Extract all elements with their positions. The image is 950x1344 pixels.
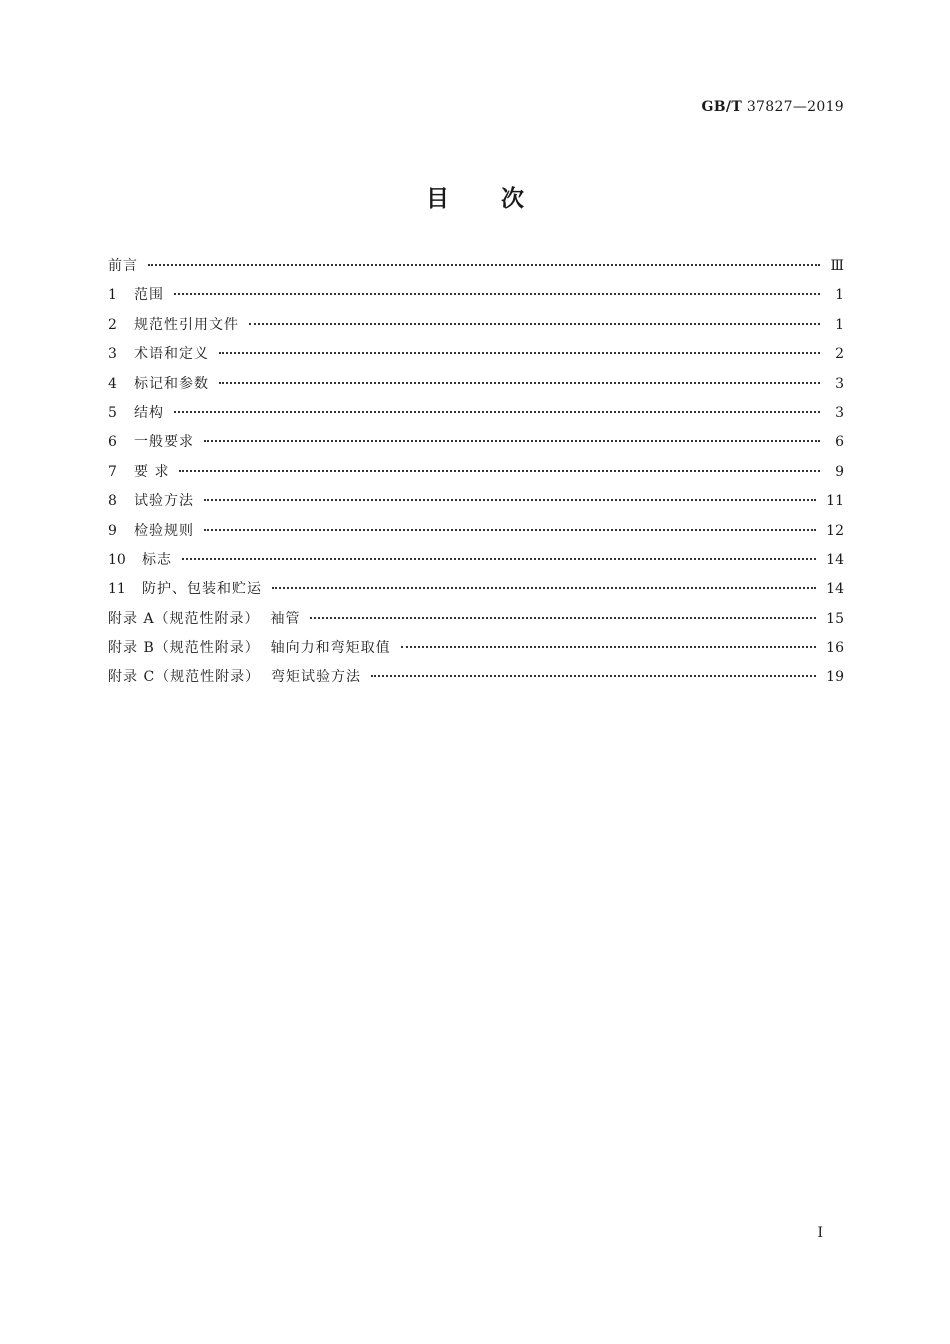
dot-leader bbox=[272, 587, 816, 589]
toc-entry-label: 规范性引用文件 bbox=[134, 316, 239, 333]
toc-entry-number: 11 bbox=[108, 581, 126, 598]
toc-entry-label: 要 求 bbox=[134, 463, 170, 480]
dot-leader bbox=[204, 529, 816, 531]
toc-entry-page: 1 bbox=[835, 287, 844, 304]
toc-entry-number: 10 bbox=[108, 551, 126, 568]
toc-entry-number: 1 bbox=[108, 287, 117, 304]
toc-entry-page: 12 bbox=[826, 522, 844, 539]
toc-entry-scope[interactable] bbox=[108, 284, 844, 313]
toc-entry-label: 标志 bbox=[142, 551, 172, 568]
toc-entry-inspection-rules[interactable] bbox=[108, 520, 844, 549]
dot-leader bbox=[174, 411, 820, 413]
dot-leader bbox=[182, 558, 816, 560]
toc-entry-normative-references[interactable] bbox=[108, 314, 844, 343]
toc-entry-number: 9 bbox=[108, 522, 117, 539]
dot-leader bbox=[249, 323, 820, 325]
toc-entry-general-requirements[interactable] bbox=[108, 431, 844, 460]
toc-entry-label: 防护、包装和贮运 bbox=[142, 581, 262, 598]
toc-entry-label: 附录 C（规范性附录） 弯矩试验方法 bbox=[108, 669, 362, 686]
toc-entry-number: 6 bbox=[108, 434, 117, 451]
standard-code bbox=[702, 99, 844, 115]
standard-number: 37827—2019 bbox=[746, 99, 844, 115]
toc-entry-test-methods[interactable] bbox=[108, 490, 844, 519]
toc-entry-page: 16 bbox=[826, 640, 844, 657]
page-number: I bbox=[817, 1225, 823, 1241]
toc-entry-label: 检验规则 bbox=[134, 522, 194, 539]
toc-entry-annex-c[interactable] bbox=[108, 666, 844, 695]
toc-entry-label: 标记和参数 bbox=[134, 375, 209, 392]
toc-entry-number: 5 bbox=[108, 404, 117, 421]
toc-entry-number: 2 bbox=[108, 316, 117, 333]
toc-entry-requirements[interactable] bbox=[108, 461, 844, 490]
standard-prefix: GB/T bbox=[701, 99, 743, 115]
dot-leader bbox=[371, 675, 816, 677]
toc-entry-number: 3 bbox=[108, 346, 117, 363]
dot-leader bbox=[148, 264, 820, 266]
toc-entry-label: 附录 B（规范性附录） 轴向力和弯矩取值 bbox=[108, 640, 391, 657]
toc-entry-page: Ⅲ bbox=[830, 258, 844, 274]
toc-entry-page: 14 bbox=[826, 551, 844, 568]
toc-entry-label: 试验方法 bbox=[134, 493, 194, 510]
toc-entry-marking-parameters[interactable] bbox=[108, 373, 844, 402]
toc-entry-page: 1 bbox=[835, 316, 844, 333]
toc-entry-annex-b[interactable] bbox=[108, 637, 844, 666]
toc-entry-label: 结构 bbox=[134, 404, 164, 421]
dot-leader bbox=[204, 499, 816, 501]
toc-entry-marking[interactable] bbox=[108, 549, 844, 578]
toc-entry-label: 一般要求 bbox=[134, 434, 194, 451]
toc-entry-page: 9 bbox=[835, 463, 844, 480]
toc-entry-page: 3 bbox=[835, 375, 844, 392]
toc-entry-terms-definitions[interactable] bbox=[108, 343, 844, 372]
toc-entry-number: 7 bbox=[108, 463, 117, 480]
toc-entry-foreword[interactable] bbox=[108, 255, 844, 284]
toc-entry-protection-packaging-storage[interactable] bbox=[108, 578, 844, 607]
toc-entry-page: 2 bbox=[835, 346, 844, 363]
toc-entry-page: 6 bbox=[835, 434, 844, 451]
dot-leader bbox=[219, 382, 820, 384]
toc-entry-page: 14 bbox=[826, 581, 844, 598]
table-of-contents bbox=[108, 255, 844, 696]
toc-entry-page: 11 bbox=[826, 493, 844, 510]
dot-leader bbox=[204, 440, 820, 442]
toc-entry-page: 3 bbox=[835, 404, 844, 421]
toc-entry-label: 附录 A（规范性附录） 袖管 bbox=[108, 610, 301, 627]
toc-entry-label: 前言 bbox=[108, 258, 138, 274]
dot-leader bbox=[179, 470, 820, 472]
toc-title: 目次 bbox=[426, 186, 576, 212]
toc-entry-number: 8 bbox=[108, 493, 117, 510]
toc-entry-annex-a[interactable] bbox=[108, 608, 844, 637]
toc-entry-structure[interactable] bbox=[108, 402, 844, 431]
toc-entry-page: 19 bbox=[826, 669, 844, 686]
toc-entry-label: 术语和定义 bbox=[134, 346, 209, 363]
dot-leader bbox=[401, 646, 817, 648]
dot-leader bbox=[219, 352, 820, 354]
toc-entry-label: 范围 bbox=[134, 287, 164, 304]
dot-leader bbox=[174, 293, 820, 295]
dot-leader bbox=[310, 617, 816, 619]
toc-entry-page: 15 bbox=[826, 610, 844, 627]
toc-entry-number: 4 bbox=[108, 375, 117, 392]
